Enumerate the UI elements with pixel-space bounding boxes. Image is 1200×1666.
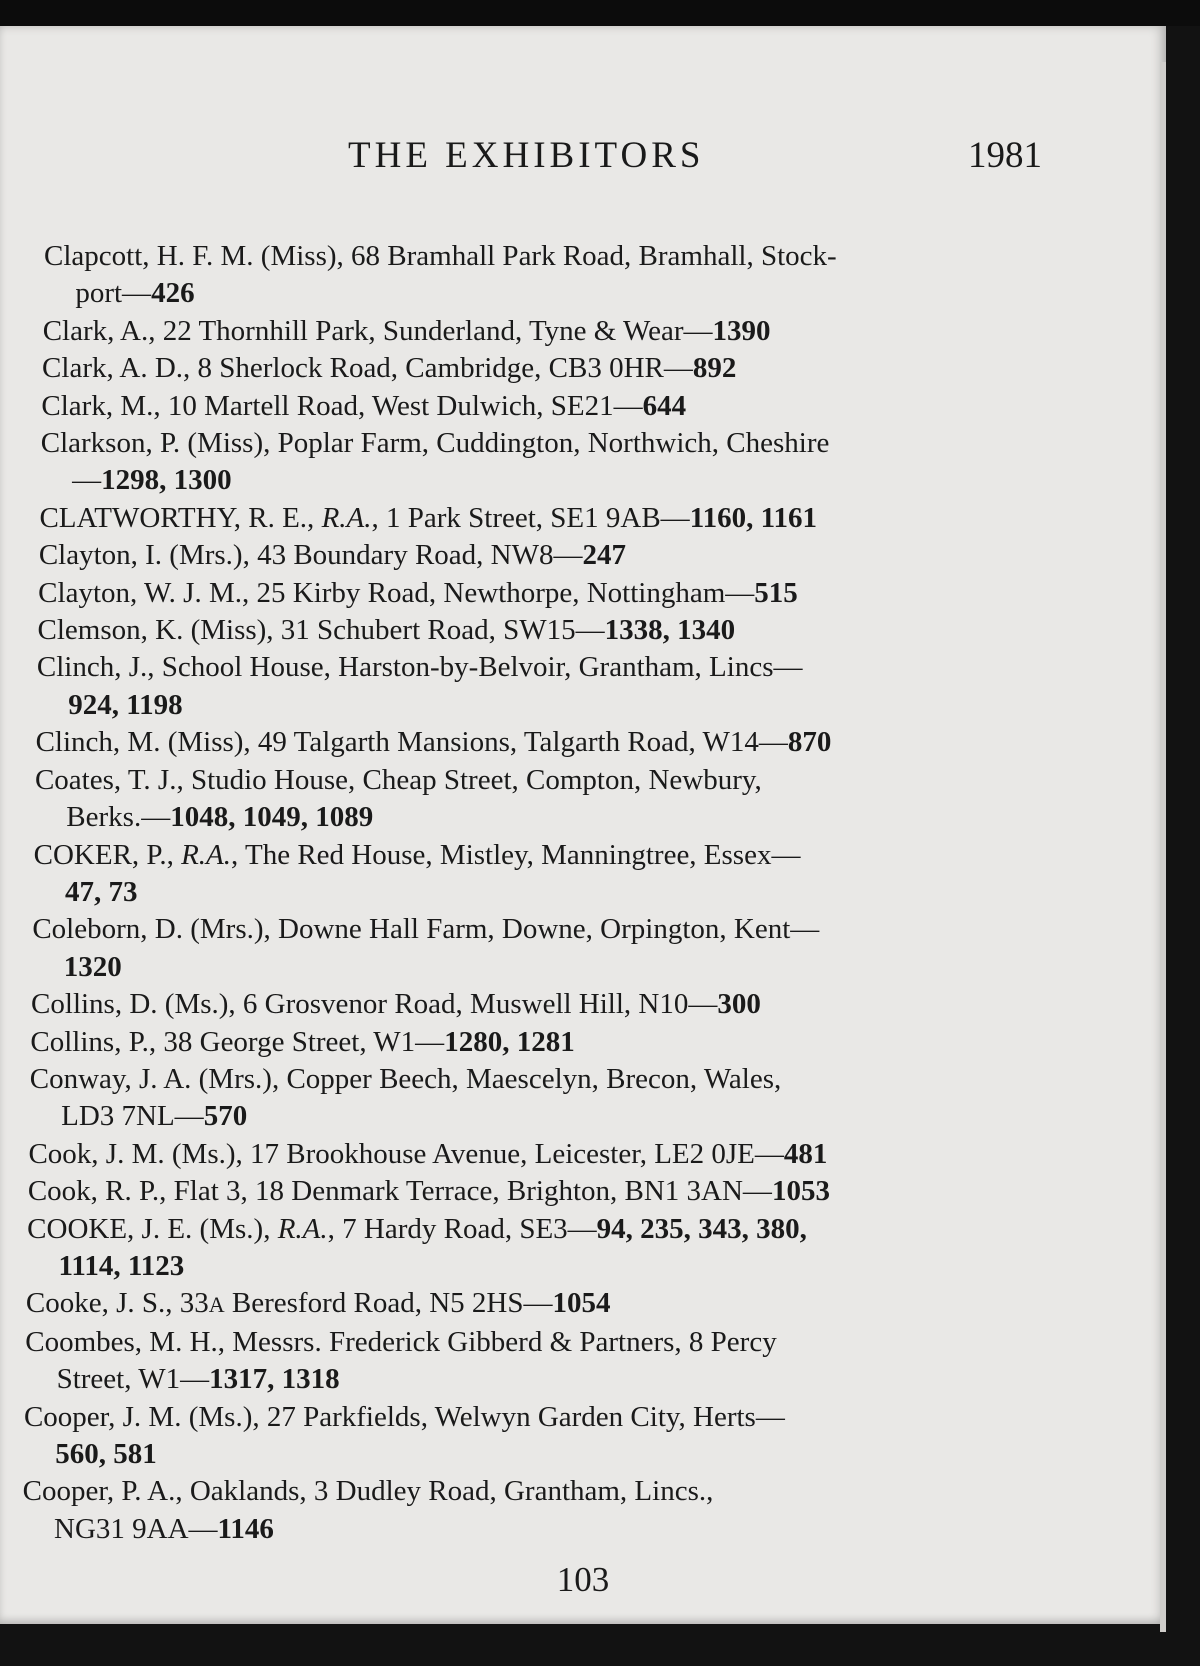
catalogue-numbers: 426 — [151, 277, 195, 310]
scan-background — [0, 0, 1200, 26]
exhibitor-entry — [0, 1285, 1140, 1323]
exhibitor-entry — [0, 500, 1140, 537]
entry-text: COKER, P., — [33, 838, 182, 871]
catalogue-numbers: 300 — [717, 988, 761, 1021]
running-header — [0, 134, 1166, 184]
exhibitor-entry — [0, 649, 1140, 724]
book-page — [0, 26, 1166, 1624]
academician-title: R.A. — [277, 1212, 328, 1245]
page-title: THE EXHIBITORS — [348, 135, 705, 176]
exhibitor-entry — [0, 1211, 1140, 1286]
exhibitor-entry — [0, 837, 1140, 912]
catalogue-numbers: 560, 581 — [55, 1438, 157, 1470]
entry-line — [38, 612, 1140, 649]
exhibitor-entry — [0, 238, 1140, 313]
entry-text: Collins, P., 38 George Street, W1— — [30, 1025, 445, 1058]
entry-text: Conway, J. A. (Mrs.), Copper Beech, Maescelyn, Brecon, Wales, — [29, 1062, 782, 1095]
exhibitor-entry — [0, 1061, 1140, 1136]
entry-line — [39, 500, 1140, 537]
entry-line — [37, 649, 1140, 686]
entry-text: A — [208, 1292, 225, 1318]
entry-continuation-line — [36, 687, 1140, 724]
entry-continuation-line — [32, 949, 1140, 986]
catalogue-numbers: 1054 — [552, 1287, 611, 1320]
catalogue-numbers: 1048, 1049, 1089 — [170, 801, 374, 834]
catalogue-numbers: 94, 235, 343, 380, — [596, 1212, 807, 1245]
entry-continuation-line — [43, 275, 1140, 312]
catalogue-numbers: 1280, 1281 — [444, 1025, 575, 1058]
catalogue-numbers: 247 — [582, 539, 626, 572]
catalogue-numbers: 870 — [787, 726, 832, 759]
entry-text: Street, W1— — [56, 1363, 210, 1396]
entry-text: Clayton, W. J. M., 25 Kirby Road, Newthorpe, Nottingham— — [38, 576, 755, 609]
entry-text: Clapcott, H. F. M. (Miss), 68 Bramhall Park Road, Bramhall, Stock- — [44, 240, 837, 272]
entry-text: port— — [75, 277, 152, 310]
entry-text: Collins, D. (Ms.), 6 Grosvenor Road, Muswell Hill, N10— — [31, 988, 718, 1021]
catalogue-numbers: 1338, 1340 — [604, 614, 736, 647]
exhibitor-entry — [0, 575, 1140, 612]
entry-line — [26, 1285, 1140, 1323]
entry-continuation-line — [29, 1098, 1140, 1135]
exhibitor-entry — [0, 313, 1140, 350]
entry-line — [30, 1061, 1140, 1098]
page-number: 103 — [556, 1560, 610, 1599]
entry-text: Cook, J. M. (Ms.), 17 Brookhouse Avenue, Leicester, LE2 0JE— — [28, 1137, 784, 1170]
exhibitor-entry — [0, 1136, 1140, 1173]
entry-text: COOKE, J. E. (Ms.), — [27, 1212, 278, 1245]
catalogue-numbers: 892 — [692, 352, 737, 385]
entry-line — [35, 762, 1140, 799]
entry-text: , The Red House, Mistley, Manningtree, Essex— — [231, 838, 801, 871]
entry-line — [32, 911, 1140, 948]
entry-text: Clinch, J., School House, Harston-by-Belvoir, Grantham, Lincs— — [36, 651, 803, 684]
entry-text: Cooke, J. S., 33 — [25, 1287, 209, 1320]
academician-title: R.A. — [181, 838, 232, 871]
entry-line — [39, 537, 1140, 574]
exhibitor-entry — [0, 537, 1140, 574]
catalogue-numbers: 47, 73 — [65, 875, 138, 908]
catalogue-numbers: 1317, 1318 — [209, 1363, 340, 1396]
catalogue-numbers: 481 — [783, 1137, 828, 1170]
exhibitor-entry — [0, 1399, 1140, 1474]
entry-line — [34, 837, 1140, 874]
page-footer — [0, 1560, 1166, 1600]
entry-text: Clark, A., 22 Thornhill Park, Sunderland, Tyne & Wear— — [42, 314, 713, 347]
entry-text: Cooper, J. M. (Ms.), 27 Parkfields, Welwyn Garden City, Herts— — [23, 1400, 785, 1433]
entry-text: Coombes, M. H., Messrs. Frederick Gibberd & Partners, 8 Percy — [25, 1325, 777, 1358]
entry-line — [44, 238, 1140, 275]
catalogue-numbers: 515 — [754, 576, 798, 609]
entry-text: — — [72, 464, 102, 497]
catalogue-numbers: 1298, 1300 — [101, 464, 232, 497]
entry-line — [36, 724, 1140, 761]
entry-text: NG31 9AA— — [54, 1512, 218, 1545]
entry-text: CLATWORTHY, R. E., — [39, 501, 322, 534]
catalogue-numbers: 1146 — [217, 1512, 274, 1545]
entry-text: Cook, R. P., Flat 3, 18 Denmark Terrace, Brighton, BN1 3AN— — [27, 1175, 772, 1208]
entry-continuation-line — [40, 462, 1140, 499]
entry-text: Coleborn, D. (Mrs.), Downe Hall Farm, Downe, Orpington, Kent— — [32, 913, 820, 946]
entry-line — [42, 350, 1140, 387]
entry-continuation-line — [25, 1361, 1140, 1398]
entry-continuation-line — [27, 1248, 1140, 1285]
exhibitor-entry — [0, 724, 1140, 761]
entry-text: Coates, T. J., Studio House, Cheap Street, Compton, Newbury, — [34, 763, 762, 796]
entry-text: LD3 7NL— — [61, 1100, 204, 1133]
entry-text: Clayton, I. (Mrs.), 43 Boundary Road, NW8— — [38, 539, 583, 572]
entry-line — [31, 986, 1140, 1023]
header-year: 1981 — [968, 135, 1042, 176]
entry-line — [28, 1136, 1140, 1173]
catalogue-numbers: 1320 — [63, 950, 122, 983]
entry-text: Cooper, P. A., Oaklands, 3 Dudley Road, Grantham, Lincs., — [22, 1475, 714, 1508]
entry-line — [27, 1211, 1140, 1248]
entry-continuation-line — [34, 799, 1140, 836]
exhibitor-entry — [0, 425, 1140, 500]
exhibitor-entry — [0, 350, 1140, 387]
catalogue-numbers: 644 — [642, 389, 687, 422]
exhibitor-entry — [0, 1473, 1140, 1548]
exhibitor-list — [0, 238, 1140, 1548]
catalogue-numbers: 1390 — [712, 314, 771, 347]
entry-line — [43, 313, 1140, 350]
catalogue-numbers: 570 — [203, 1100, 248, 1133]
exhibitor-entry — [0, 762, 1140, 837]
page-edge — [1160, 62, 1166, 1632]
entry-line — [41, 388, 1140, 425]
academician-title: R.A. — [321, 501, 372, 534]
entry-line — [28, 1173, 1140, 1210]
entry-line — [24, 1399, 1140, 1436]
entry-continuation-line — [23, 1436, 1140, 1473]
entry-text: Clarkson, P. (Miss), Poplar Farm, Cuddington, Northwich, Cheshire — [40, 427, 830, 460]
exhibitor-entry — [0, 911, 1140, 986]
entry-text: , 1 Park Street, SE1 9AB— — [371, 501, 690, 534]
entry-text: Beresford Road, N5 2HS— — [224, 1287, 553, 1320]
catalogue-numbers: 1114, 1123 — [58, 1249, 185, 1282]
entry-line — [23, 1473, 1140, 1510]
entry-line — [38, 575, 1140, 612]
entry-text: Clinch, M. (Miss), 49 Talgarth Mansions, Talgarth Road, W14— — [35, 726, 788, 759]
entry-text: , 7 Hardy Road, SE3— — [327, 1212, 597, 1245]
exhibitor-entry — [0, 612, 1140, 649]
catalogue-numbers: 1053 — [771, 1175, 830, 1208]
entry-line — [25, 1324, 1140, 1361]
entry-text: Clark, A. D., 8 Sherlock Road, Cambridge, CB3 0HR— — [42, 352, 693, 385]
exhibitor-entry — [0, 388, 1140, 425]
catalogue-numbers: 1160, 1161 — [689, 501, 817, 534]
entry-text: Berks.— — [66, 801, 171, 834]
entry-continuation-line — [33, 874, 1140, 911]
entry-text: Clark, M., 10 Martell Road, West Dulwich, SE21— — [41, 389, 643, 422]
exhibitor-entry — [0, 1324, 1140, 1399]
entry-text: Clemson, K. (Miss), 31 Schubert Road, SW15— — [37, 614, 605, 647]
entry-line — [30, 1024, 1140, 1061]
catalogue-numbers: 924, 1198 — [68, 688, 183, 721]
entry-continuation-line — [22, 1511, 1140, 1548]
entry-line — [41, 425, 1140, 462]
exhibitor-entry — [0, 1024, 1140, 1061]
exhibitor-entry — [0, 986, 1140, 1023]
exhibitor-entry — [0, 1173, 1140, 1210]
